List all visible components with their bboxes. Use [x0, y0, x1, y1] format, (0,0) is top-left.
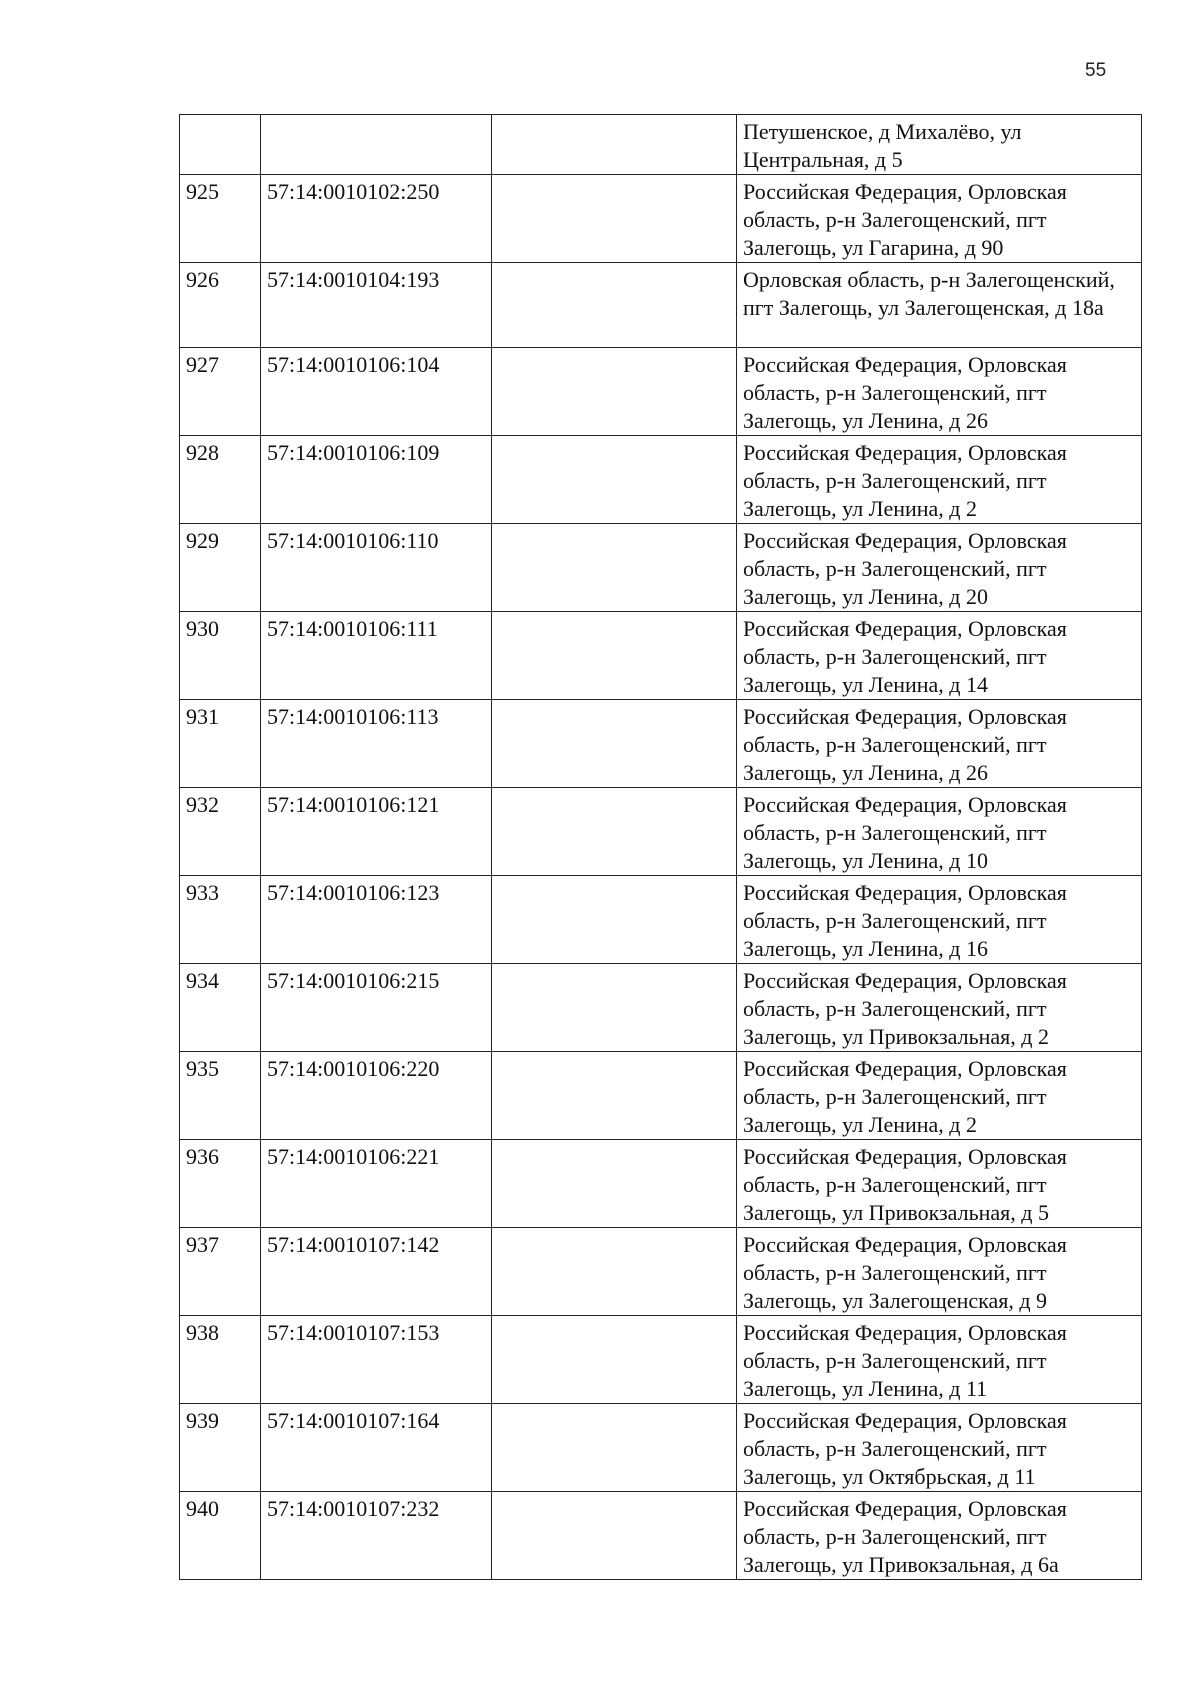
cell-address: Российская Федерация, Орловская область, р-н Залегощенский, пгт Залегощь, ул Привокзальная, д 5 [737, 1140, 1142, 1228]
cell-address: Российская Федерация, Орловская область, р-н Залегощенский, пгт Залегощь, ул Ленина, д 10 [737, 788, 1142, 876]
cell-address: Российская Федерация, Орловская область, р-н Залегощенский, пгт Залегощь, ул Ленина, д 11 [737, 1316, 1142, 1404]
cell-number: 940 [180, 1492, 261, 1580]
cell-cadastral-number: 57:14:0010106:221 [261, 1140, 492, 1228]
table-row [180, 524, 1142, 612]
cell-cadastral-number: 57:14:0010106:104 [261, 348, 492, 436]
cell-address: Российская Федерация, Орловская область, р-н Залегощенский, пгт Залегощь, ул Гагарина, д 90 [737, 175, 1142, 263]
cell-empty [492, 1404, 737, 1492]
table-row [180, 1052, 1142, 1140]
cell-empty [492, 964, 737, 1052]
cell-number: 929 [180, 524, 261, 612]
cell-address: Российская Федерация, Орловская область, р-н Залегощенский, пгт Залегощь, ул Привокзальная, д 6а [737, 1492, 1142, 1580]
cell-cadastral-number [261, 115, 492, 175]
table-row [180, 1140, 1142, 1228]
cell-cadastral-number: 57:14:0010106:123 [261, 876, 492, 964]
cell-cadastral-number: 57:14:0010106:110 [261, 524, 492, 612]
cell-address: Российская Федерация, Орловская область, р-н Залегощенский, пгт Залегощь, ул Привокзальная, д 2 [737, 964, 1142, 1052]
cell-number: 928 [180, 436, 261, 524]
table-row [180, 1228, 1142, 1316]
cell-address: Российская Федерация, Орловская область, р-н Залегощенский, пгт Залегощь, ул Ленина, д 26 [737, 348, 1142, 436]
cell-cadastral-number: 57:14:0010106:109 [261, 436, 492, 524]
cell-empty [492, 348, 737, 436]
cell-number: 927 [180, 348, 261, 436]
cell-empty [492, 700, 737, 788]
table-row [180, 788, 1142, 876]
cell-empty [492, 876, 737, 964]
cell-empty [492, 115, 737, 175]
table-row [180, 700, 1142, 788]
cell-cadastral-number: 57:14:0010104:193 [261, 263, 492, 348]
cell-number: 938 [180, 1316, 261, 1404]
cell-cadastral-number: 57:14:0010106:220 [261, 1052, 492, 1140]
table-row [180, 1492, 1142, 1580]
cell-address: Российская Федерация, Орловская область, р-н Залегощенский, пгт Залегощь, ул Октябрьская, д 11 [737, 1404, 1142, 1492]
cell-empty [492, 1140, 737, 1228]
cell-cadastral-number: 57:14:0010102:250 [261, 175, 492, 263]
cell-cadastral-number: 57:14:0010107:232 [261, 1492, 492, 1580]
cell-number: 930 [180, 612, 261, 700]
cell-number: 932 [180, 788, 261, 876]
cell-address: Российская Федерация, Орловская область, р-н Залегощенский, пгт Залегощь, ул Ленина, д 2 [737, 436, 1142, 524]
cell-empty [492, 788, 737, 876]
table-row-continuation [180, 115, 1142, 175]
cell-number: 934 [180, 964, 261, 1052]
page-number: 55 [1085, 60, 1107, 81]
cell-number: 935 [180, 1052, 261, 1140]
cell-number [180, 115, 261, 175]
table-row [180, 876, 1142, 964]
table-row [180, 1404, 1142, 1492]
cell-address: Российская Федерация, Орловская область, р-н Залегощенский, пгт Залегощь, ул Ленина, д 14 [737, 612, 1142, 700]
cell-address: Российская Федерация, Орловская область, р-н Залегощенский, пгт Залегощь, ул Залегощенская, д 9 [737, 1228, 1142, 1316]
cell-empty [492, 1228, 737, 1316]
table-row [180, 1316, 1142, 1404]
cell-address: Российская Федерация, Орловская область, р-н Залегощенский, пгт Залегощь, ул Ленина, д 2 [737, 1052, 1142, 1140]
cell-number: 933 [180, 876, 261, 964]
table-body [180, 115, 1142, 1580]
cell-empty [492, 1316, 737, 1404]
table-row [180, 263, 1142, 348]
table-row [180, 175, 1142, 263]
cell-address: Российская Федерация, Орловская область, р-н Залегощенский, пгт Залегощь, ул Ленина, д 16 [737, 876, 1142, 964]
property-registry-table [179, 114, 1142, 1580]
cell-empty [492, 612, 737, 700]
cell-address: Российская Федерация, Орловская область, р-н Залегощенский, пгт Залегощь, ул Ленина, д 26 [737, 700, 1142, 788]
cell-empty [492, 175, 737, 263]
cell-address: Петушенское, д Михалёво, ул Центральная, д 5 [737, 115, 1142, 175]
cell-number: 936 [180, 1140, 261, 1228]
cell-number: 931 [180, 700, 261, 788]
cell-empty [492, 1052, 737, 1140]
cell-number: 926 [180, 263, 261, 348]
cell-cadastral-number: 57:14:0010106:121 [261, 788, 492, 876]
cell-cadastral-number: 57:14:0010107:164 [261, 1404, 492, 1492]
cell-empty [492, 1492, 737, 1580]
table-row [180, 612, 1142, 700]
cell-number: 925 [180, 175, 261, 263]
table-row [180, 964, 1142, 1052]
cell-number: 937 [180, 1228, 261, 1316]
table-row [180, 348, 1142, 436]
cell-cadastral-number: 57:14:0010107:142 [261, 1228, 492, 1316]
cell-cadastral-number: 57:14:0010106:111 [261, 612, 492, 700]
cell-number: 939 [180, 1404, 261, 1492]
table-row [180, 436, 1142, 524]
cell-address: Российская Федерация, Орловская область, р-н Залегощенский, пгт Залегощь, ул Ленина, д 20 [737, 524, 1142, 612]
cell-cadastral-number: 57:14:0010106:215 [261, 964, 492, 1052]
cell-address: Орловская область, р-н Залегощенский, пгт Залегощь, ул Залегощенская, д 18а [737, 263, 1142, 348]
cell-empty [492, 263, 737, 348]
cell-cadastral-number: 57:14:0010107:153 [261, 1316, 492, 1404]
cell-empty [492, 436, 737, 524]
cell-empty [492, 524, 737, 612]
cell-cadastral-number: 57:14:0010106:113 [261, 700, 492, 788]
